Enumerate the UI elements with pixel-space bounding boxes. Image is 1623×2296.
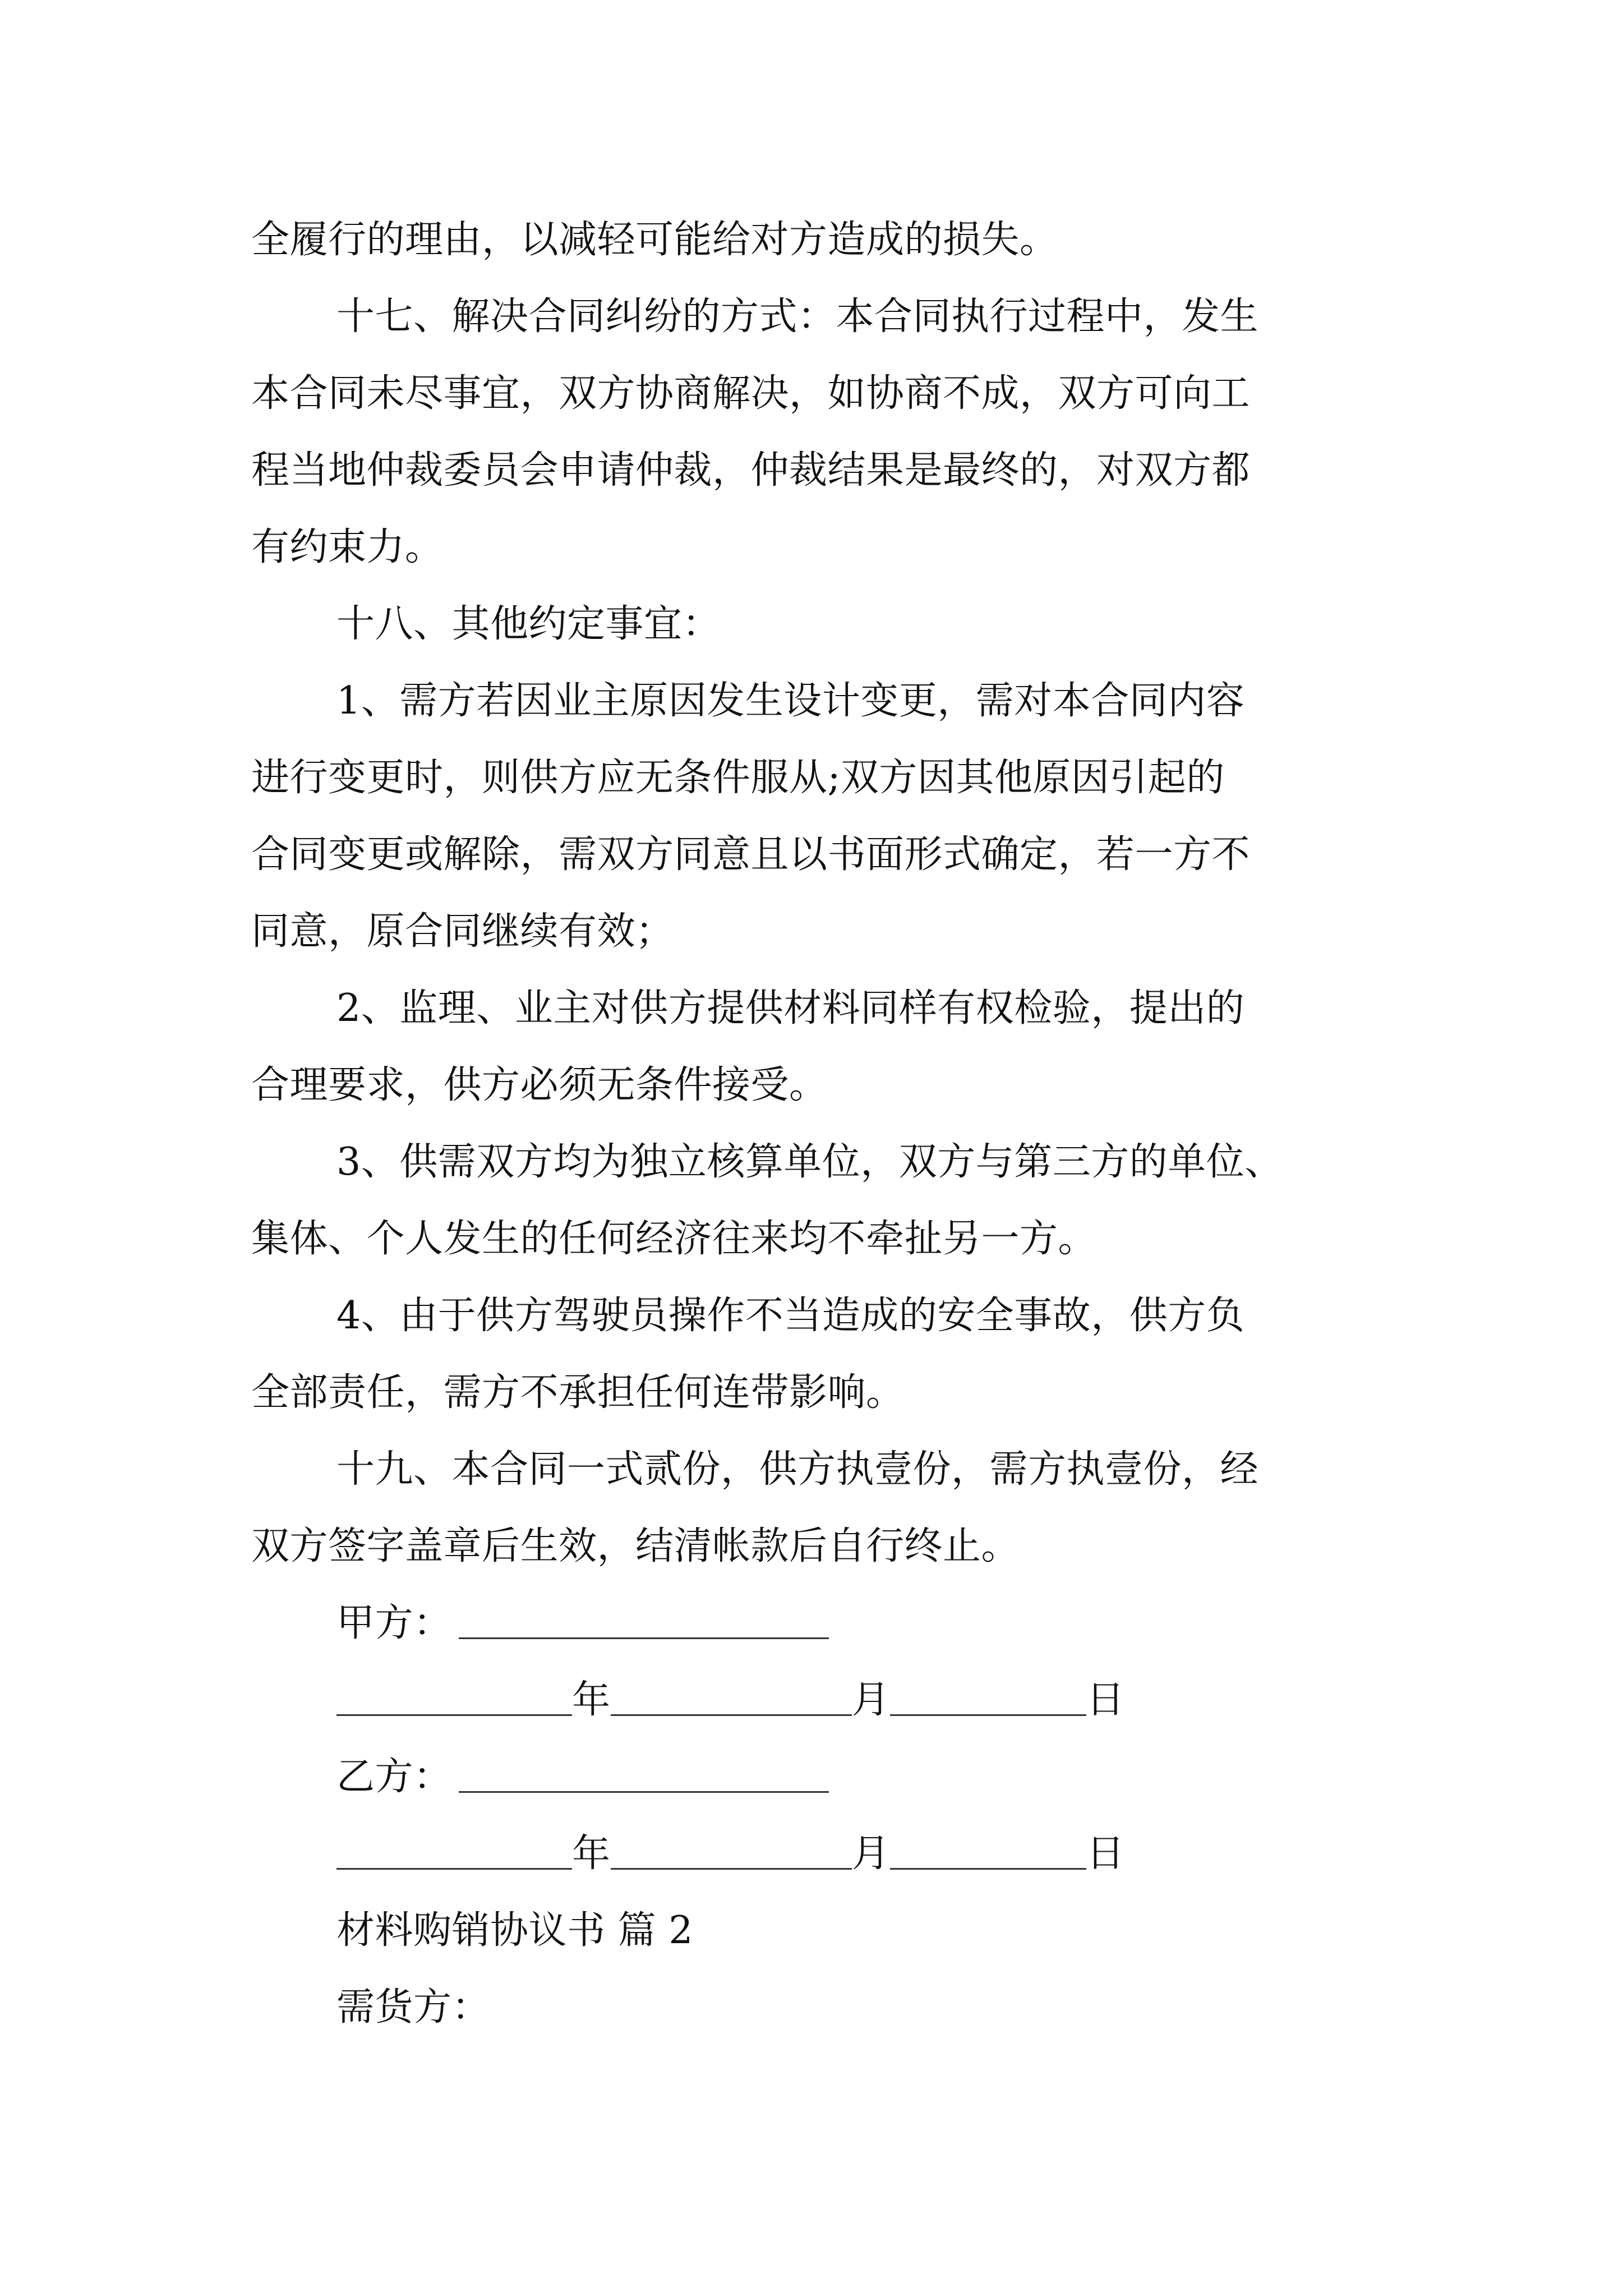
party-a-signature-row [336,1595,829,1651]
clause-18-heading: 十八、其他约定事宜： [336,602,721,646]
text-line: 程当地仲裁委员会申请仲裁，仲裁结果是最终的，对双方都 [251,448,1251,493]
month-label: 月 [851,1832,891,1876]
text-line: 进行变更时，则供方应无条件服从;双方因其他原因引起的 [251,756,1225,800]
year-blank [336,1833,572,1870]
item-1-line: 1、需方若因业主原因发生设计变更，需对本合同内容 [336,679,1245,723]
day-blank [890,1680,1086,1716]
text-line: 全部责任，需方不承担任何连带影响。 [251,1370,905,1415]
text-line: 同意，原合同继续有效； [251,909,674,954]
month-blank [611,1833,852,1870]
clause-17-heading-line: 十七、解决合同纠纷的方式：本合同执行过程中，发生 [336,295,1259,339]
text-line: 全履行的理由，以减轻可能给对方造成的损失。 [251,218,1058,262]
year-label: 年 [572,1678,611,1722]
party-b-date-row [336,1826,1125,1882]
buyer-label: 需货方： [336,1985,491,2030]
item-4-line: 4、由于供方驾驶员操作不当造成的安全事故，供方负 [336,1294,1245,1338]
text-line: 本合同未尽事宜，双方协商解决，如协商不成，双方可向工 [251,371,1251,416]
day-label: 日 [1086,1832,1125,1876]
text-line: 有约束力。 [251,525,444,569]
party-a-date-row [336,1672,1125,1728]
clause-19-line: 十九、本合同一式贰份，供方执壹份，需方执壹份，经 [336,1447,1259,1492]
party-b-label: 乙方： [336,1755,452,1799]
text-line: 合理要求，供方必须无条件接受。 [251,1063,828,1107]
party-b-signature-blank [459,1756,829,1793]
party-a-signature-blank [459,1603,829,1639]
day-label: 日 [1086,1678,1125,1722]
item-3-line: 3、供需双方均为独立核算单位，双方与第三方的单位、 [336,1140,1283,1184]
text-line: 双方签字盖章后生效，结清帐款后自行终止。 [251,1524,1020,1568]
month-blank [611,1680,852,1716]
year-label: 年 [572,1832,611,1876]
day-blank [890,1833,1086,1870]
year-blank [336,1680,572,1716]
month-label: 月 [851,1678,891,1722]
party-b-signature-row [336,1749,829,1805]
text-line: 集体、个人发生的任何经济往来均不牵扯另一方。 [251,1217,1097,1261]
item-2-line: 2、监理、业主对供方提供材料同样有权检验，提出的 [336,986,1245,1030]
party-a-label: 甲方： [336,1601,452,1645]
section-title: 材料购销协议书 篇 2 [336,1908,693,1953]
text-line: 合同变更或解除，需双方同意且以书面形式确定，若一方不 [251,832,1251,877]
